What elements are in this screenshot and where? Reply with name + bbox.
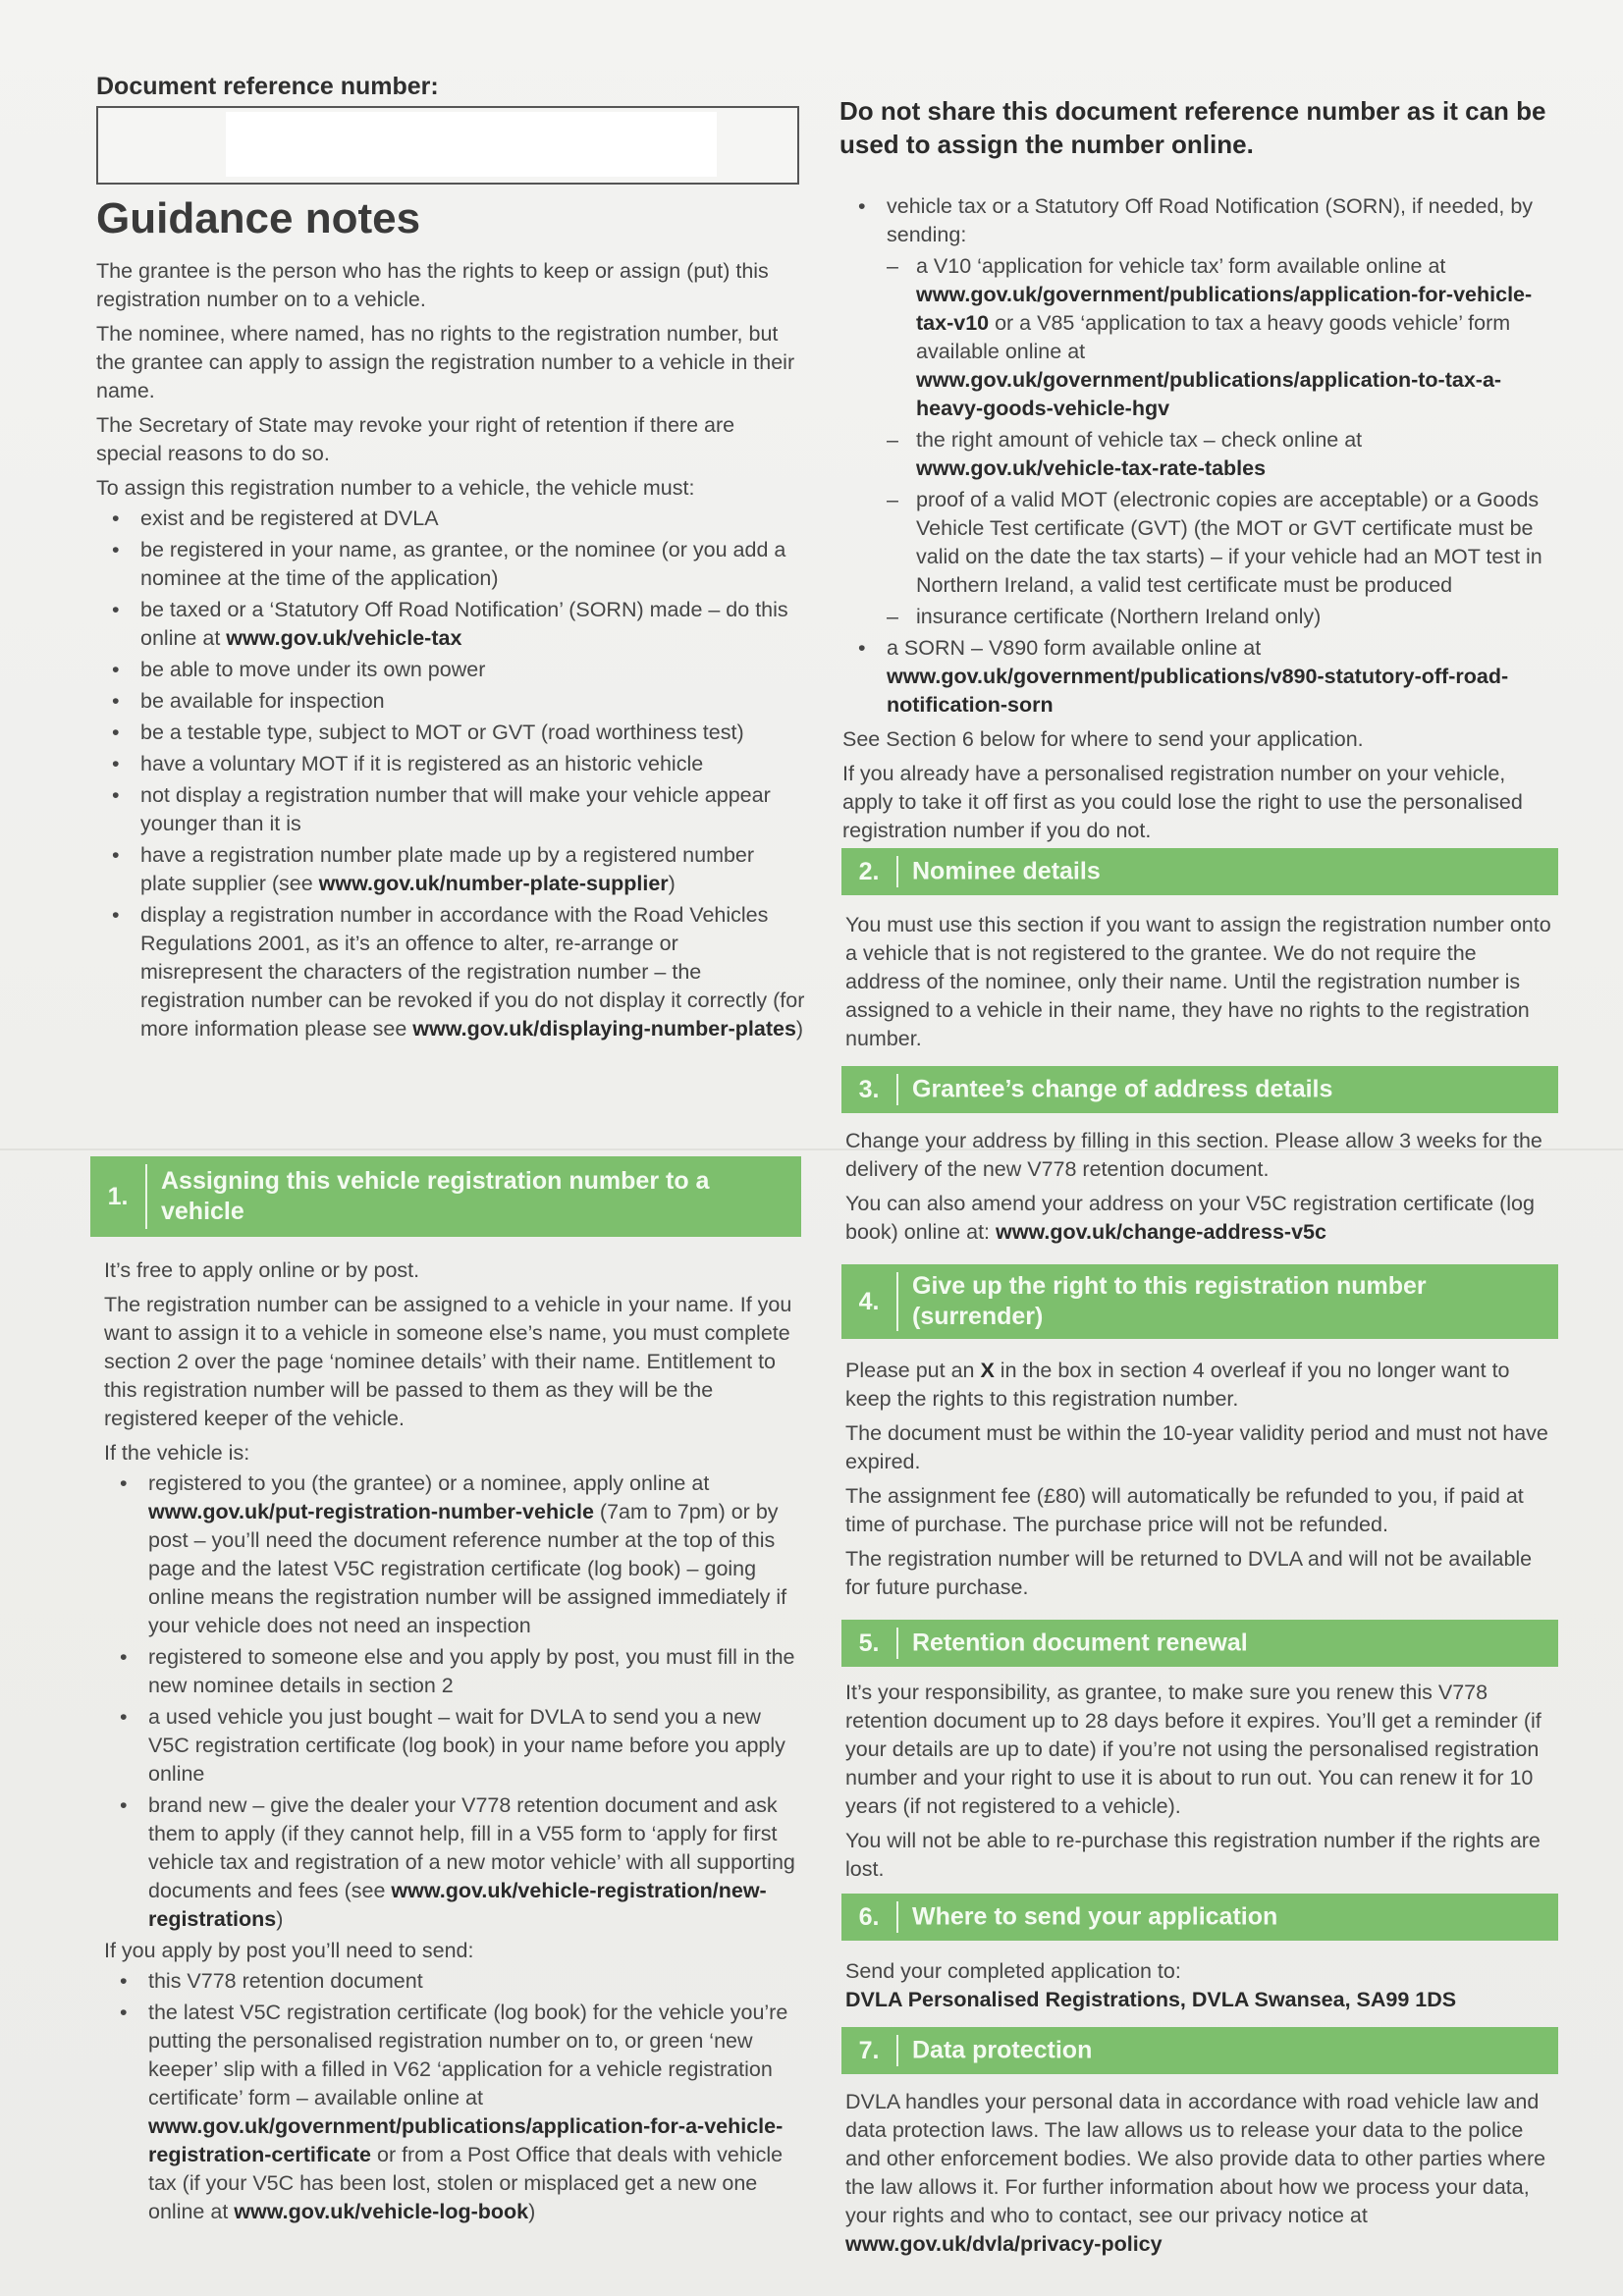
- divider: [896, 1901, 898, 1933]
- intro-paragraph: The Secretary of State may revoke your right of retention if there are special reasons to do so.: [96, 413, 735, 465]
- paragraph-text: You can also amend your address on your V5C registration certificate (log book) online at:: [845, 1192, 1535, 1244]
- section-3-header: [841, 1066, 1558, 1113]
- section-title: Data protection: [912, 2036, 1093, 2064]
- list-item: • exist and be registered at DVLA: [96, 505, 805, 533]
- list-item: [842, 192, 1551, 631]
- section-title: Nominee details: [912, 857, 1101, 885]
- paragraph-text: DVLA handles your personal data in accordance with road vehicle law and data protection laws. The law allows us to release your data to the police and other enforcement bodies. We also provide data to other parties where the law allows it. For further information about how we process your data, your rights and who to contact, see our privacy notice at: [845, 2090, 1546, 2227]
- divider: [896, 1074, 898, 1105]
- paragraph: The assignment fee (£80) will automatically be refunded to you, if paid at time of purchase. The purchase price will not be refunded.: [845, 1484, 1524, 1536]
- paragraph: Send your completed application to:: [845, 1959, 1181, 1983]
- list-text: or a V85 ‘application to tax a heavy goods vehicle’ form available online at: [916, 311, 1511, 363]
- paragraph: The document must be within the 10-year validity period and must not have expired.: [845, 1421, 1548, 1473]
- list-item: [96, 841, 805, 898]
- list-text: a V10 ‘application for vehicle tax’ form available online at: [916, 254, 1446, 278]
- section-number: 3.: [858, 1075, 880, 1103]
- list-item: • be available for inspection: [96, 687, 805, 716]
- section-number: 7.: [858, 2036, 880, 2064]
- right-top-block: [842, 192, 1551, 851]
- list-text: ): [528, 2200, 536, 2223]
- list-text: or from a Post Office that deals with vehicle tax (if your V5C has been lost, stolen or misplaced get a new one online at: [148, 2143, 784, 2223]
- divider: [896, 1628, 898, 1659]
- paragraph: The registration number can be assigned to a vehicle in your name. If you want to assign it to a vehicle in someone else’s name, you must complete section 2 over the page ‘nominee details’ with their name. Entitlement to this registration number will be passed to them as they will be the registered keeper of the vehicle.: [104, 1293, 792, 1430]
- list-text: ): [795, 1017, 804, 1041]
- intro-paragraph: To assign this registration number to a vehicle, the vehicle must:: [96, 476, 695, 500]
- intro-paragraph: The nominee, where named, has no rights to the registration number, but the grantee can apply to assign the registration number to a vehicle in their name.: [96, 322, 795, 402]
- divider: [896, 1272, 898, 1331]
- dvla-address: DVLA Personalised Registrations, DVLA Swansea, SA99 1DS: [845, 1988, 1457, 2011]
- section-5-body: [845, 1679, 1554, 1890]
- list-text: be taxed or a ‘Statutory Off Road Notification’ (SORN) made – do this online at: [140, 598, 788, 650]
- paragraph: [845, 1357, 1554, 1414]
- list-item: [104, 1999, 807, 2226]
- list-item: [104, 1791, 807, 1934]
- list-text: brand new – give the dealer your V778 retention document and ask them to apply (if they cannot help, fill in a V55 form to ‘apply for first vehicle tax and registration of a new motor vehicle’ with all supporting documents and fees (see: [148, 1793, 795, 1902]
- section-1-body: [104, 1256, 807, 2229]
- tax-sub-list: [887, 252, 1551, 631]
- list-text: the right amount of vehicle tax – check online at: [916, 428, 1363, 452]
- redacted-area: [226, 112, 717, 177]
- list-item: • a used vehicle you just bought – wait for DVLA to send you a new V5C registration certificate (log book) in your name before you apply online: [104, 1703, 807, 1789]
- docref-label: Document reference number:: [96, 73, 439, 100]
- list-item: • be able to move under its own power: [96, 656, 805, 684]
- section-number: 5.: [858, 1629, 880, 1657]
- intro-block: [96, 257, 805, 1046]
- intro-paragraph: The grantee is the person who has the rights to keep or assign (put) this registration number on to a vehicle.: [96, 259, 769, 311]
- list-text: vehicle tax or a Statutory Off Road Notification (SORN), if needed, by sending:: [887, 194, 1534, 246]
- section-3-body: [845, 1127, 1554, 1253]
- section-5-header: [841, 1620, 1558, 1667]
- link-vehicle-tax[interactable]: www.gov.uk/vehicle-tax: [226, 626, 462, 650]
- paragraph: You must use this section if you want to assign the registration number onto a vehicle that is not registered to the grantee. We do not require the address of the nominee, only their name. Until the registration number is assigned to a vehicle in their name, they have no rights to the registration number.: [845, 913, 1551, 1050]
- paragraph: If you apply by post you’ll need to send:: [104, 1939, 474, 1962]
- list-text: the latest V5C registration certificate (log book) for the vehicle you’re putting the personalised registration number on to, or green ‘new keeper’ slip with a filled in V62 ‘application for a vehicle registration certificate’ form – available online at: [148, 2001, 788, 2109]
- list-item: [96, 901, 805, 1043]
- section-6-body: [845, 1957, 1554, 2020]
- link-new-registrations[interactable]: www.gov.uk/vehicle-registration/new-registrations: [148, 1879, 767, 1931]
- paragraph: [845, 2088, 1554, 2259]
- list-text: display a registration number in accordance with the Road Vehicles Regulations 2001, as it’s an offence to alter, re-arrange or misrepresent the characters of the registration number – the registration number can be revoked if you do not display it correctly (for more information please see: [140, 903, 805, 1041]
- link-v890-sorn[interactable]: www.gov.uk/government/publications/v890-statutory-off-road-notification-sorn: [887, 665, 1509, 717]
- section-number: 4.: [858, 1287, 880, 1315]
- link-tax-hgv[interactable]: www.gov.uk/government/publications/application-to-tax-a-heavy-goods-vehicle-hgv: [916, 368, 1502, 420]
- section-2-header: [841, 848, 1558, 895]
- link-change-address-v5c[interactable]: www.gov.uk/change-address-v5c: [996, 1220, 1326, 1244]
- link-privacy-policy[interactable]: www.gov.uk/dvla/privacy-policy: [845, 2232, 1163, 2256]
- list-item: • registered to someone else and you apply by post, you must fill in the new nominee details in section 2: [104, 1643, 807, 1700]
- section-6-header: [841, 1894, 1558, 1941]
- paragraph: It’s free to apply online or by post.: [104, 1258, 420, 1282]
- paragraph: It’s your responsibility, as grantee, to make sure you renew this V778 retention document up to 28 days before it expires. You’ll get a reminder (if your details are up to date) if you’re not using the personalised registration number and your right to use it is about to run out. You can renew it for 10 years (if not registered to a vehicle).: [845, 1681, 1542, 1818]
- list-item: • this V778 retention document: [104, 1967, 807, 1996]
- sub-list-item: [887, 252, 1551, 423]
- section-number: 2.: [858, 857, 880, 885]
- paragraph: [845, 1190, 1554, 1247]
- paragraph: See Section 6 below for where to send your application.: [842, 727, 1364, 751]
- paragraph: If the vehicle is:: [104, 1441, 250, 1465]
- section-7-header: [841, 2027, 1558, 2074]
- section-title: Grantee’s change of address details: [912, 1075, 1333, 1103]
- sub-list-item: – proof of a valid MOT (electronic copies are acceptable) or a Goods Vehicle Test certificate (GVT) (the MOT or GVT certificate must be valid on the date the tax starts) – if your vehicle had an MOT test in Northern Ireland, a valid test certificate must be produced: [887, 486, 1551, 600]
- paragraph-text: in the box in section 4 overleaf if you no longer want to keep the rights to this registration number.: [845, 1359, 1510, 1411]
- section-title: Where to send your application: [912, 1902, 1278, 1931]
- section-1-header: [90, 1156, 801, 1237]
- mark-x: X: [980, 1359, 995, 1382]
- paragraph-text: Please put an: [845, 1359, 981, 1382]
- link-displaying-number-plates[interactable]: www.gov.uk/displaying-number-plates: [412, 1017, 796, 1041]
- list-item: [842, 634, 1551, 720]
- section-number: 6.: [858, 1902, 880, 1931]
- section-title: Retention document renewal: [912, 1629, 1248, 1657]
- tax-list: [842, 192, 1551, 720]
- sub-list-item: – insurance certificate (Northern Ireland only): [887, 603, 1551, 631]
- divider: [145, 1164, 147, 1229]
- list-text: (7am to 7pm) or by post – you’ll need the document reference number at the top of this page and the latest V5C registration certificate (log book) – going online means the registration number will be assigned immediately if your vehicle does not need an inspection: [148, 1500, 787, 1637]
- divider: [896, 2035, 898, 2066]
- list-item: [104, 1469, 807, 1640]
- list-text: a SORN – V890 form available online at: [887, 636, 1262, 660]
- link-v62-application[interactable]: www.gov.uk/government/publications/application-for-a-vehicle-registration-certificate: [148, 2114, 784, 2166]
- post-items-list: [104, 1967, 807, 2226]
- link-vehicle-tax-v10[interactable]: www.gov.uk/government/publications/application-for-vehicle-tax-v10: [916, 283, 1533, 335]
- section-2-body: [845, 911, 1554, 1059]
- list-text: ): [276, 1907, 284, 1931]
- link-vehicle-log-book[interactable]: www.gov.uk/vehicle-log-book: [234, 2200, 529, 2223]
- list-item: • not display a registration number that will make your vehicle appear younger than it is: [96, 781, 805, 838]
- list-item: • have a voluntary MOT if it is registered as an historic vehicle: [96, 750, 805, 778]
- paragraph: You will not be able to re-purchase this registration number if the rights are lost.: [845, 1829, 1541, 1881]
- link-number-plate-supplier[interactable]: www.gov.uk/number-plate-supplier: [318, 872, 669, 895]
- list-text: registered to you (the grantee) or a nominee, apply online at: [148, 1471, 710, 1495]
- divider: [896, 856, 898, 887]
- section-title: Give up the right to this registration number (surrender): [912, 1272, 1427, 1330]
- requirements-list: [96, 505, 805, 1043]
- list-text: have a registration number plate made up by a registered number plate supplier (see: [140, 843, 755, 895]
- section-7-body: [845, 2088, 1554, 2265]
- section-number: 1.: [107, 1182, 129, 1210]
- list-item: • be a testable type, subject to MOT or GVT (road worthiness test): [96, 719, 805, 747]
- list-item: • be registered in your name, as grantee, or the nominee (or you add a nominee at the time of the application): [96, 536, 805, 593]
- link-vehicle-tax-rate-tables[interactable]: www.gov.uk/vehicle-tax-rate-tables: [916, 456, 1267, 480]
- list-text: ): [668, 872, 676, 895]
- section-title: Assigning this vehicle registration number to a vehicle: [161, 1167, 710, 1225]
- warning-text: Do not share this document reference number as it can be used to assign the number online.: [839, 96, 1546, 159]
- sub-list-item: [887, 426, 1551, 483]
- paragraph: The registration number will be returned to DVLA and will not be available for future purchase.: [845, 1547, 1533, 1599]
- vehicle-cases-list: [104, 1469, 807, 1934]
- paragraph: Change your address by filling in this section. Please allow 3 weeks for the delivery of the new V778 retention document.: [845, 1129, 1542, 1181]
- page-title: Guidance notes: [96, 194, 421, 242]
- link-put-registration-number[interactable]: www.gov.uk/put-registration-number-vehicle: [148, 1500, 594, 1523]
- section-4-body: [845, 1357, 1554, 1608]
- list-item: [96, 596, 805, 653]
- section-4-header: [841, 1264, 1558, 1339]
- docref-field: [96, 106, 799, 185]
- address: [845, 1986, 1554, 2014]
- paragraph: If you already have a personalised registration number on your vehicle, apply to take it off first as you could lose the right to use the personalised registration number if you do not.: [842, 762, 1523, 842]
